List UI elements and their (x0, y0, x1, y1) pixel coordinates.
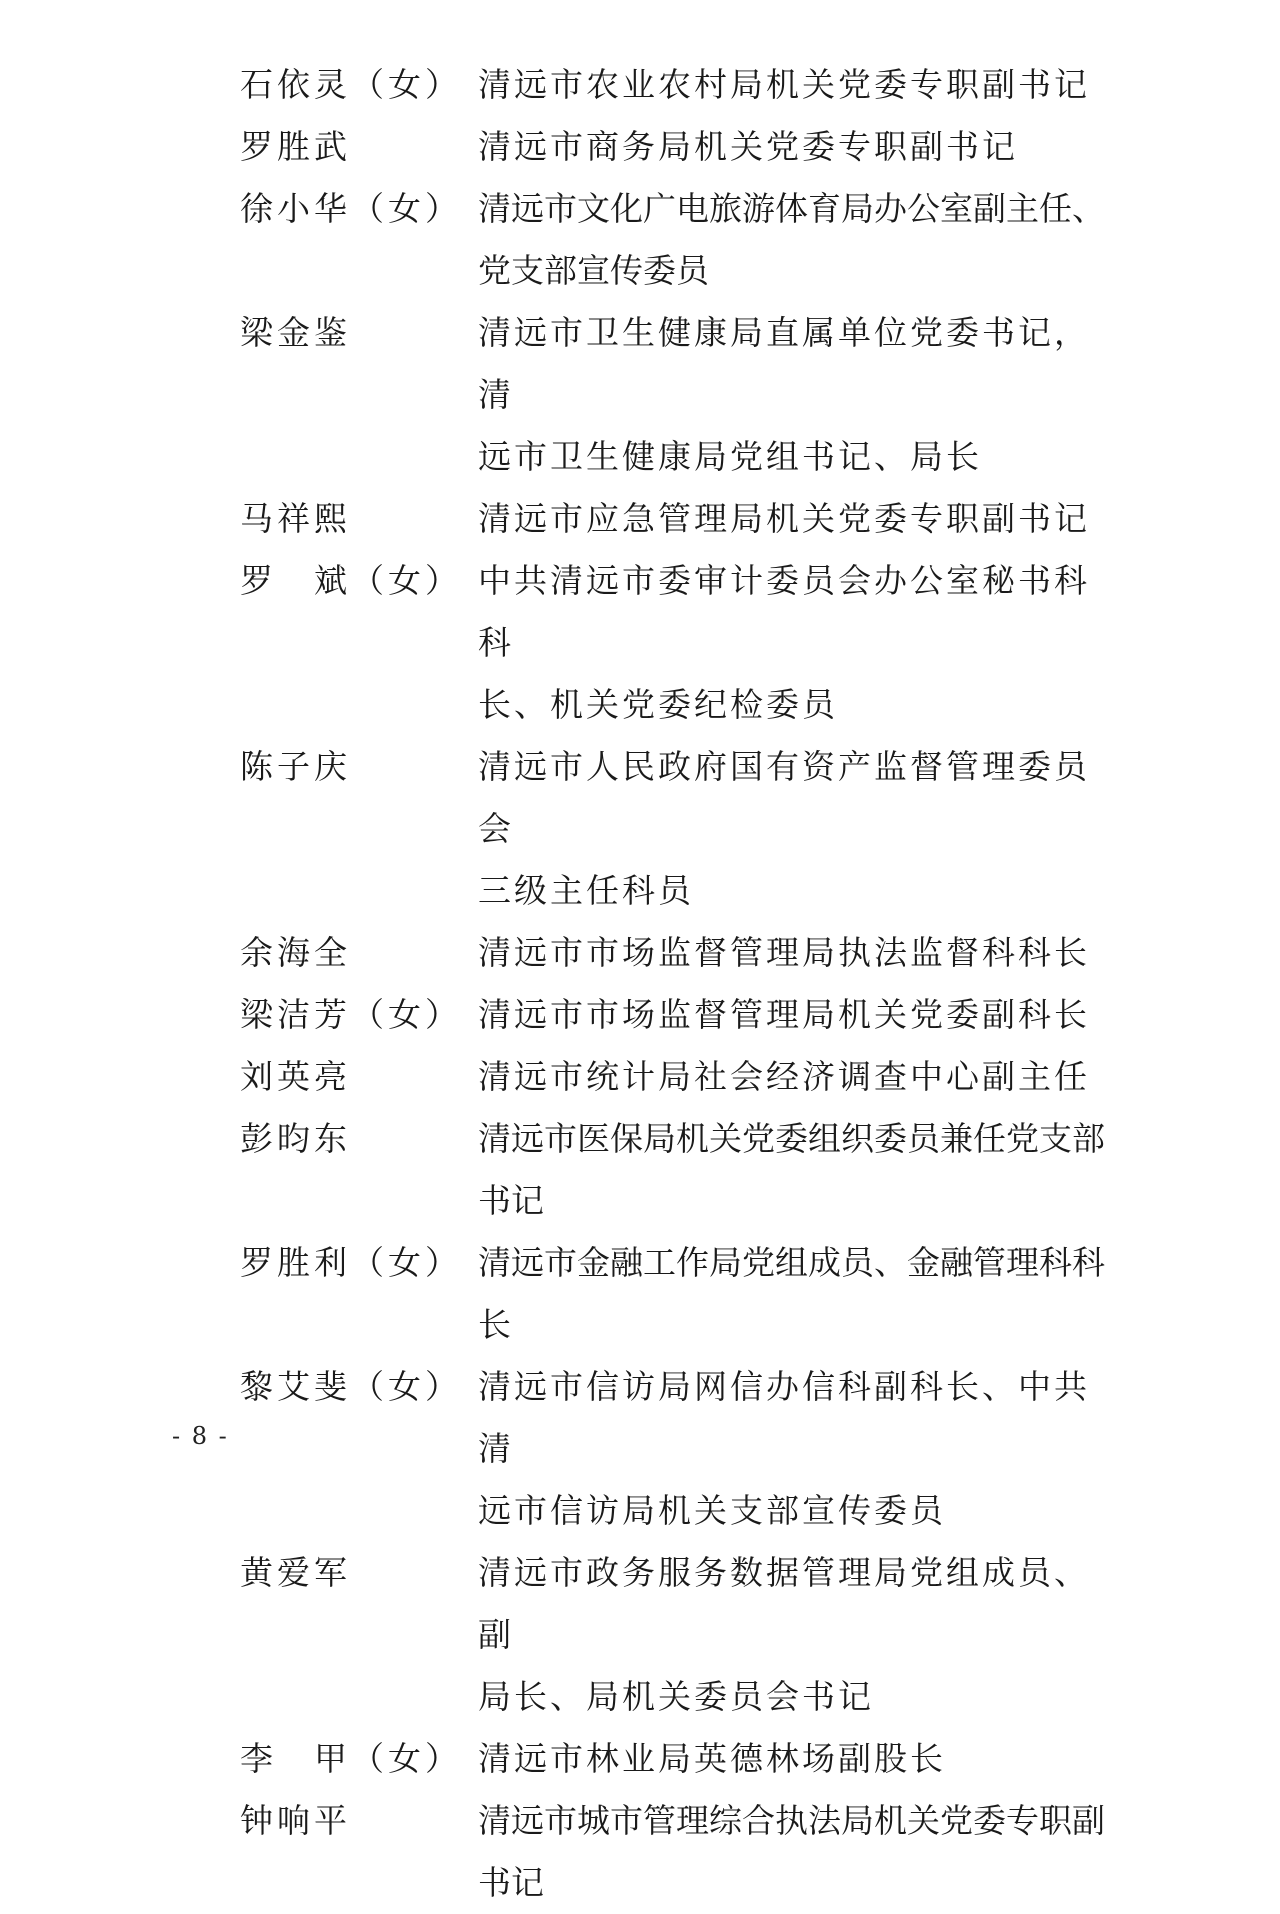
person-name: 徐小华（女） (240, 189, 462, 228)
person-name: 余海全 (240, 933, 351, 972)
person-title: 清远市商务局机关党委专职副书记 (478, 127, 1018, 166)
person-name: 罗胜武 (240, 127, 351, 166)
list-item (240, 1108, 1120, 1232)
person-name: 陈子庆 (240, 747, 351, 786)
person-name: 李 甲（女） (240, 1739, 462, 1778)
list-item (240, 984, 1120, 1046)
person-name: 梁金鉴 (240, 313, 351, 352)
person-name: 马祥熙 (240, 499, 351, 538)
list-item (240, 54, 1120, 116)
list-item (240, 302, 1120, 488)
person-name: 刘英亮 (240, 1057, 351, 1096)
page-number: - 8 - (172, 1422, 229, 1450)
list-item (240, 922, 1120, 984)
person-name: 钟响平 (240, 1801, 351, 1840)
list-item (240, 178, 1120, 302)
honoree-list (240, 54, 1120, 1914)
person-title: 清远市城市管理综合执法局机关党委专职副书记 (478, 1801, 1105, 1902)
person-title: 清远市林业局英德林场副股长 (478, 1739, 946, 1778)
person-name: 黎艾斐（女） (240, 1367, 462, 1406)
person-title: 清远市农业农村局机关党委专职副书记 (478, 65, 1090, 104)
person-title: 清远市医保局机关党委组织委员兼任党支部书记 (478, 1119, 1105, 1220)
person-title: 清远市金融工作局党组成员、金融管理科科长 (478, 1243, 1105, 1344)
person-name: 罗胜利（女） (240, 1243, 462, 1282)
person-name: 梁洁芳（女） (240, 995, 462, 1034)
person-title: 清远市应急管理局机关党委专职副书记 (478, 499, 1090, 538)
person-title: 清远市政务服务数据管理局党组成员、副 局长、局机关委员会书记 (478, 1553, 1090, 1716)
list-item (240, 1046, 1120, 1108)
list-item (240, 736, 1120, 922)
list-item (240, 1728, 1120, 1790)
list-item (240, 1356, 1120, 1542)
person-title: 中共清远市委审计委员会办公室秘书科科 长、机关党委纪检委员 (478, 561, 1090, 724)
person-name: 石依灵（女） (240, 65, 462, 104)
list-item (240, 488, 1120, 550)
list-item (240, 1790, 1120, 1914)
person-title: 清远市人民政府国有资产监督管理委员会 三级主任科员 (478, 747, 1090, 910)
person-title: 清远市市场监督管理局执法监督科科长 (478, 933, 1090, 972)
person-name: 罗 斌（女） (240, 561, 462, 600)
person-title: 清远市卫生健康局直属单位党委书记，清 远市卫生健康局党组书记、局长 (478, 313, 1090, 476)
person-name: 黄爱军 (240, 1553, 351, 1592)
list-item (240, 1542, 1120, 1728)
list-item (240, 1232, 1120, 1356)
person-title: 清远市市场监督管理局机关党委副科长 (478, 995, 1090, 1034)
person-title: 清远市信访局网信办信科副科长、中共清 远市信访局机关支部宣传委员 (478, 1367, 1090, 1530)
list-item (240, 116, 1120, 178)
person-title: 清远市统计局社会经济调查中心副主任 (478, 1057, 1090, 1096)
list-item (240, 550, 1120, 736)
person-name: 彭昀东 (240, 1119, 351, 1158)
person-title: 清远市文化广电旅游体育局办公室副主任、 党支部宣传委员 (478, 189, 1105, 290)
